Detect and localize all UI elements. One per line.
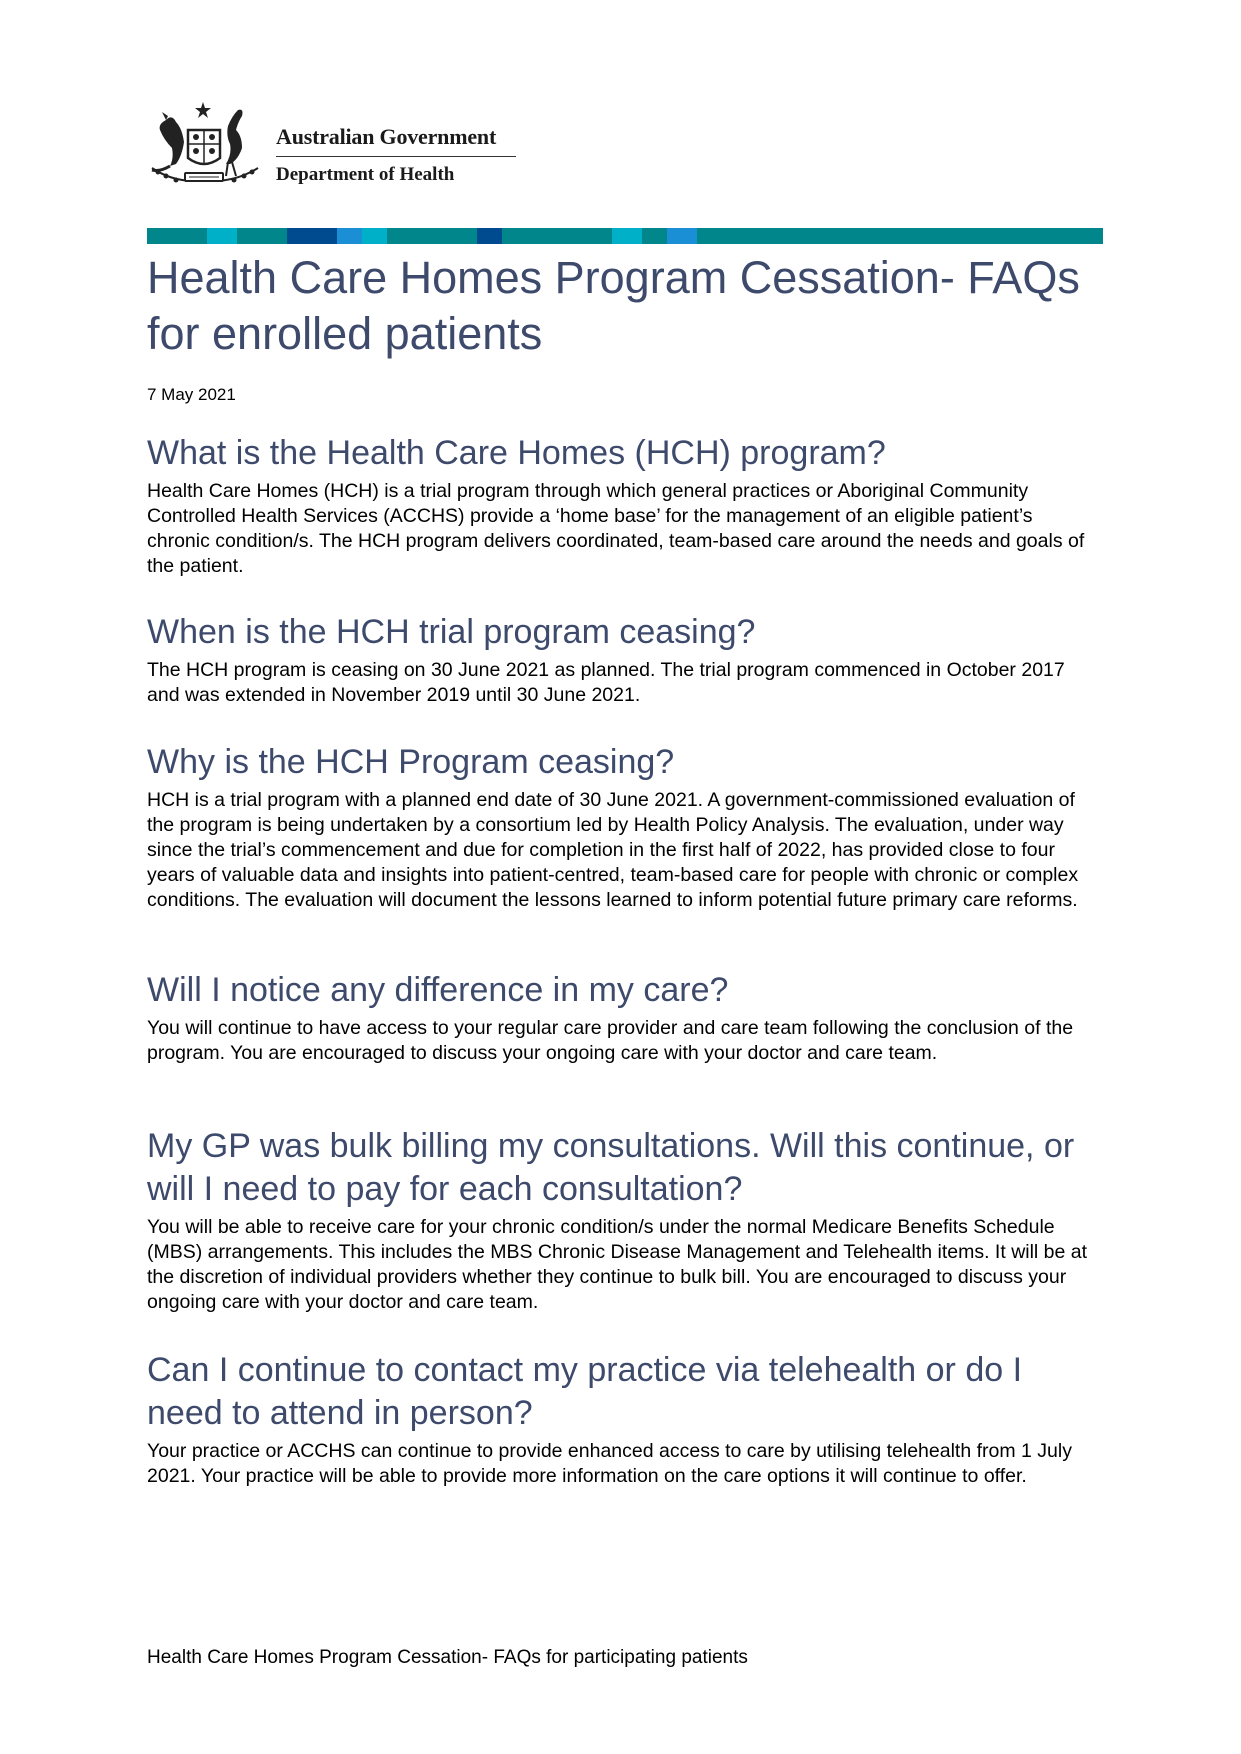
faq-section-telehealth — [147, 1349, 1097, 1489]
faq-body: The HCH program is ceasing on 30 June 2021 as planned. The trial program commenced in October 2017 and was extended in November 2019 until 30 June 2021. — [147, 659, 1065, 706]
faq-section-difference-in-care — [147, 969, 1097, 1066]
faq-heading: What is the Health Care Homes (HCH) program? — [147, 434, 886, 472]
logo-wordmark — [276, 124, 516, 187]
faq-heading: Why is the HCH Program ceasing? — [147, 743, 675, 781]
color-bar-segment — [237, 228, 287, 244]
color-bar-segment — [207, 228, 237, 244]
color-bar-segment — [362, 228, 387, 244]
org-name: Australian Government — [276, 124, 516, 157]
coat-of-arms-icon — [146, 100, 264, 192]
color-bar-segment — [612, 228, 642, 244]
color-bar-segment — [147, 228, 207, 244]
color-bar-segment — [667, 228, 697, 244]
faq-body: You will continue to have access to your regular care provider and care team following the conclusion of the program. You are encouraged to discuss your ongoing care with your doctor and care team. — [147, 1017, 1074, 1064]
color-bar-segment — [477, 228, 502, 244]
color-bar-segment — [287, 228, 337, 244]
faq-heading: My GP was bulk billing my consultations. Will this continue, or will I need to pay for each consultation? — [147, 1127, 1075, 1208]
color-bar-segment — [697, 228, 1103, 244]
faq-heading: Will I notice any difference in my care? — [147, 971, 729, 1009]
color-bar-segment — [387, 228, 477, 244]
faq-section-what-is-hch — [147, 432, 1097, 579]
faq-body: HCH is a trial program with a planned end date of 30 June 2021. A government-commissioned evaluation of the program is being undertaken by a consortium led by Health Policy Analysis. The evaluation, under way since the trial’s commencement and due for completion in the first half of 2022, has provided close to four years of valuable data and insights into patient-centred, team-based care for people with chronic or complex conditions. The evaluation will document the lessons learned to inform potential future primary care reforms. — [147, 789, 1079, 911]
color-bar-segment — [642, 228, 667, 244]
faq-section-bulk-billing — [147, 1125, 1097, 1315]
publication-date: 7 May 2021 — [147, 385, 236, 404]
color-bar-segment — [337, 228, 362, 244]
page-title: Health Care Homes Program Cessation- FAQs for enrolled patients — [147, 252, 1080, 359]
faq-body: You will be able to receive care for your chronic condition/s under the normal Medicare Benefits Schedule (MBS) arrangements. This includes the MBS Chronic Disease Management and Telehealth items. It will be at the discretion of individual providers whether they continue to bulk bill. You are encouraged to discuss your ongoing care with your doctor and care team. — [147, 1216, 1088, 1313]
page-footer: Health Care Homes Program Cessation- FAQs for participating patients — [147, 1647, 748, 1668]
faq-section-why-ceasing — [147, 741, 1097, 913]
department-name: Department of Health — [276, 164, 455, 185]
faq-body: Your practice or ACCHS can continue to provide enhanced access to care by utilising telehealth from 1 July 2021. Your practice will be able to provide more information on the care options it will continue to offer. — [147, 1440, 1072, 1487]
faq-heading: When is the HCH trial program ceasing? — [147, 613, 756, 651]
color-bar-segment — [502, 228, 612, 244]
faq-body: Health Care Homes (HCH) is a trial program through which general practices or Aboriginal Community Controlled Health Services (ACCHS) provide a ‘home base’ for the management of an eligible patient’s chronic condition/s. The HCH program delivers coordinated, team-based care around the needs and goals of the patient. — [147, 480, 1085, 577]
government-logo — [146, 100, 516, 192]
faq-section-when-ceasing — [147, 611, 1097, 708]
header-color-bar — [147, 228, 1103, 244]
faq-heading: Can I continue to contact my practice via telehealth or do I need to attend in person? — [147, 1351, 1023, 1432]
